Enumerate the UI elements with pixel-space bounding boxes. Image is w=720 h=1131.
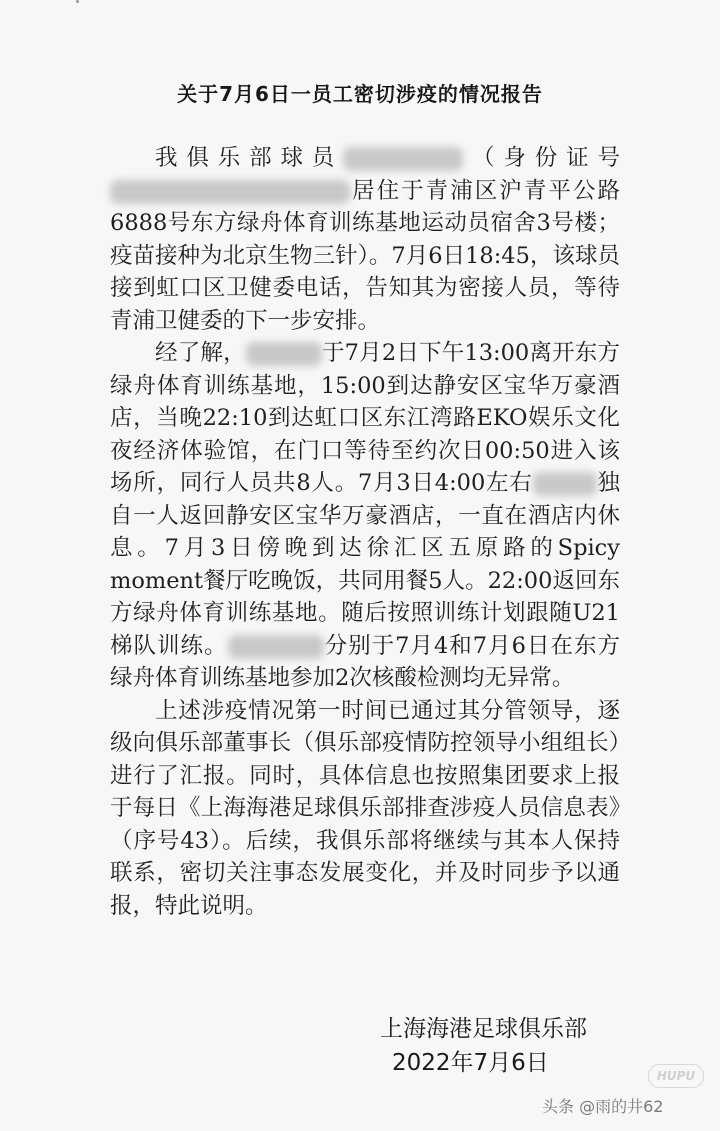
- redacted-name-blur: [533, 472, 597, 496]
- scan-speck: [76, 0, 79, 3]
- redacted-id-blur: [110, 180, 350, 204]
- redacted-name-blur: [246, 342, 322, 366]
- p1-text-1: 我俱乐部球员: [155, 145, 344, 171]
- signature-org: 上海海港足球俱乐部: [380, 1016, 587, 1042]
- p2-text-2: 于7月2日下午13:00离开东方绿舟体育训练基地，15:00到达静安区宝华万豪酒店，当晚22:10到达虹口区东江湾路EKO娱乐文化夜经济体验馆，在门口等待至约次日00:50进入该场所，同行人员共8人。7月3日4:00左右: [110, 340, 620, 496]
- signature-block: [380, 1012, 587, 1080]
- redacted-name-blur: [343, 147, 463, 171]
- signature-date: 2022年7月6日: [392, 1050, 549, 1076]
- p1-text-2: （身份证号: [463, 145, 620, 171]
- hupu-watermark-logo: HUPU: [648, 1064, 704, 1088]
- paragraph-3: 上述涉疫情况第一时间已通过其分管领导，逐级向俱乐部董事长（俱乐部疫情防控领导小组组长）进行了汇报。同时，具体信息也按照集团要求上报于每日《上海海港足球俱乐部排查涉疫人员信息表》（序号43）。后续，我俱乐部将继续与其本人保持联系，密切关注事态发展变化，并及时同步予以通报，特此说明。: [110, 697, 620, 919]
- redacted-name-blur: [228, 635, 324, 659]
- p2-text-3: 独自一人返回静安区宝华万豪酒店，一直在酒店内休息。7月3日傍晚到达徐汇区五原路的Spicy moment餐厅吃晚饭，共同用餐5人。22:00返回东方绿舟体育训练基地。随后按照训练计划跟随U21梯队训练。: [110, 470, 620, 659]
- paragraph-1: [110, 142, 620, 337]
- p2-text-4: 分别于7月4和7月6日在东方绿舟体育训练基地参加2次核酸检测均无异常。: [110, 632, 620, 691]
- author-watermark: 头条 @雨的井62: [542, 1097, 664, 1116]
- paragraph-2: [110, 337, 620, 695]
- document-body: [110, 142, 620, 922]
- p2-text-1: 经了解，: [155, 340, 246, 366]
- document-title: 关于7月6日一员工密切涉疫的情况报告: [177, 82, 543, 106]
- p1-text-3: 居住于青浦区沪青平公路6888号东方绿舟体育训练基地运动员宿舍3号楼；疫苗接种为北京生物三针）。7月6日18:45，该球员接到虹口区卫健委电话，告知其为密接人员，等待青浦卫健委的下一步安排。: [110, 177, 620, 334]
